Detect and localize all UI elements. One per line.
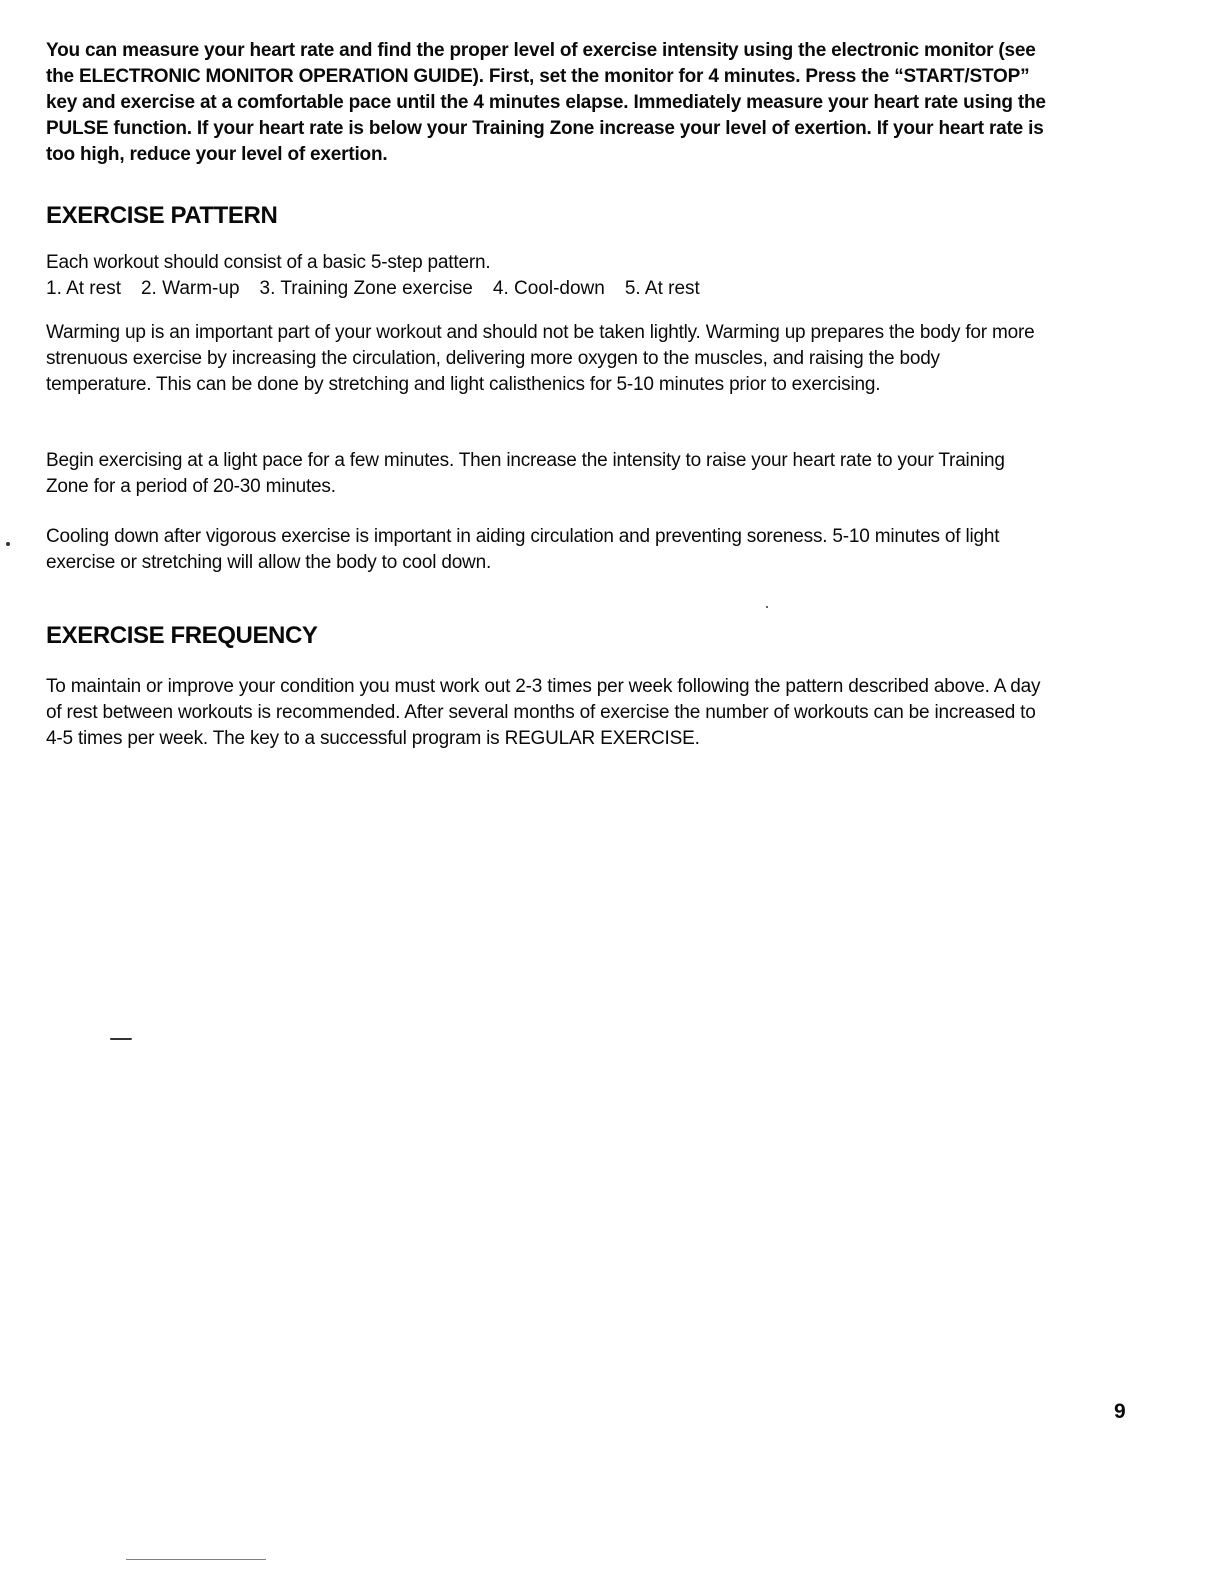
warmup-paragraph: Warming up is an important part of your workout and should not be taken lightly. Warming up prepares the body for more strenuous exercise by increasing the circulation, delivering more oxygen to the muscles, and raising the body temperature. This can be done by stretching and light calisthenics for 5-10 minutes prior to exercising. xyxy=(46,322,1035,395)
step-item: 3. Training Zone exercise xyxy=(259,278,473,299)
footer-rule xyxy=(126,1559,266,1560)
exercise-pattern-heading: EXERCISE PATTERN xyxy=(46,202,278,229)
training-paragraph: Begin exercising at a light pace for a few minutes. Then increase the intensity to raise your heart rate to your Training Zone for a period of 20-30 minutes. xyxy=(46,450,1005,497)
step-item: 2. Warm-up xyxy=(140,278,240,299)
scan-speck xyxy=(110,1038,132,1040)
intro-paragraph: You can measure your heart rate and find the proper level of exercise intensity using the electronic monitor (see the ELECTRONIC MONITOR OPERATION GUIDE). First, set the monitor for 4 minutes. Press the “START/STOP” key and exercise at a comfortable pace until the 4 minutes elapse. Immediately measure your heart rate using the PULSE function. If your heart rate is below your Training Zone increase your level of exertion. If your heart rate is too high, reduce your level of exertion. xyxy=(46,40,1046,165)
cooldown-paragraph: Cooling down after vigorous exercise is important in aiding circulation and preventing soreness. 5-10 minutes of light exercise or stretching will allow the body to cool down. xyxy=(46,526,1000,573)
step-item: 5. At rest xyxy=(624,278,700,299)
scan-speck xyxy=(6,542,10,546)
step-list xyxy=(46,276,700,302)
step-item: 4. Cool-down xyxy=(492,278,605,299)
step-item: 1. At rest xyxy=(46,278,121,299)
exercise-frequency-heading: EXERCISE FREQUENCY xyxy=(46,622,318,649)
scan-speck xyxy=(766,606,768,608)
page-number: 9 xyxy=(1114,1400,1126,1423)
frequency-paragraph: To maintain or improve your condition you must work out 2-3 times per week following the pattern described above. A day of rest between workouts is recommended. After several months of exercise the number of workouts can be increased to 4-5 times per week. The key to a successful program is REGULAR EXERCISE. xyxy=(46,676,1041,749)
pattern-intro-text: Each workout should consist of a basic 5-step pattern. xyxy=(46,252,491,273)
